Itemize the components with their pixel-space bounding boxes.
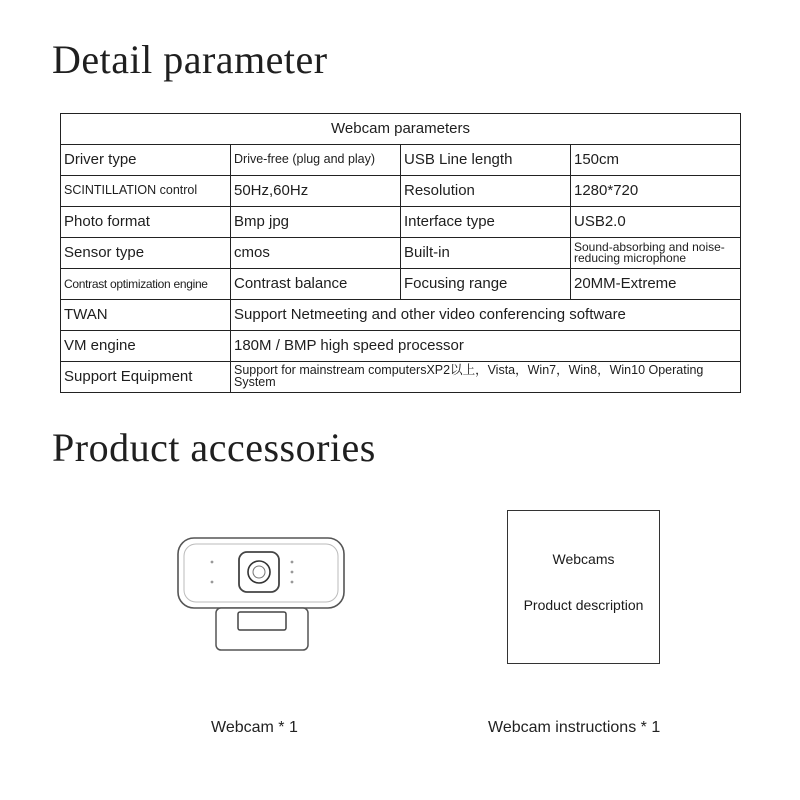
param-label: Contrast optimization engine bbox=[61, 269, 231, 300]
param-value: 1280*720 bbox=[571, 176, 741, 207]
mic-dot-icon bbox=[291, 581, 294, 584]
param-value: Support for mainstream computersXP2以上，Vista，Win7，Win8，Win10 Operating System bbox=[231, 362, 741, 393]
param-value: Support Netmeeting and other video conferencing software bbox=[231, 300, 741, 331]
table-row bbox=[61, 207, 741, 238]
param-label: TWAN bbox=[61, 300, 231, 331]
param-label: VM engine bbox=[61, 331, 231, 362]
param-label: Sensor type bbox=[61, 238, 231, 269]
table-header-row bbox=[61, 114, 741, 145]
param-value: 180M / BMP high speed processor bbox=[231, 331, 741, 362]
webcam-stand bbox=[216, 608, 308, 650]
param-label: Photo format bbox=[61, 207, 231, 238]
param-label: Interface type bbox=[401, 207, 571, 238]
param-value: 50Hz,60Hz bbox=[231, 176, 401, 207]
param-value: 150cm bbox=[571, 145, 741, 176]
webcam-caption: Webcam * 1 bbox=[211, 719, 298, 736]
param-label: Resolution bbox=[401, 176, 571, 207]
param-label: Focusing range bbox=[401, 269, 571, 300]
table-row bbox=[61, 269, 741, 300]
param-value: Sound-absorbing and noise-reducing microphone bbox=[571, 238, 741, 269]
manual-image bbox=[507, 510, 660, 664]
section-title-detail: Detail parameter bbox=[52, 37, 328, 82]
table-caption: Webcam parameters bbox=[61, 114, 741, 145]
param-value: Contrast balance bbox=[231, 269, 401, 300]
param-value: cmos bbox=[231, 238, 401, 269]
lens-icon bbox=[248, 561, 270, 583]
section-title-accessories: Product accessories bbox=[52, 425, 376, 470]
table-row bbox=[61, 238, 741, 269]
table-row bbox=[61, 362, 741, 393]
param-label: Driver type bbox=[61, 145, 231, 176]
param-label: USB Line length bbox=[401, 145, 571, 176]
table-row bbox=[61, 145, 741, 176]
table-row bbox=[61, 300, 741, 331]
params-table bbox=[60, 113, 741, 393]
param-label: Support Equipment bbox=[61, 362, 231, 393]
manual-subtitle: Product description bbox=[523, 597, 644, 613]
table-row bbox=[61, 176, 741, 207]
mic-dot-icon bbox=[291, 571, 294, 574]
table-row bbox=[61, 331, 741, 362]
manual-caption: Webcam instructions * 1 bbox=[488, 719, 661, 736]
mic-dot-icon bbox=[211, 561, 214, 564]
param-value: USB2.0 bbox=[571, 207, 741, 238]
param-value: Drive-free (plug and play) bbox=[231, 145, 401, 176]
manual-title: Webcams bbox=[552, 551, 615, 567]
param-label: SCINTILLATION control bbox=[61, 176, 231, 207]
param-value: Bmp jpg bbox=[231, 207, 401, 238]
webcam-image bbox=[176, 536, 346, 652]
param-label: Built-in bbox=[401, 238, 571, 269]
param-value: 20MM-Extreme bbox=[571, 269, 741, 300]
mic-dot-icon bbox=[291, 561, 294, 564]
mic-dot-icon bbox=[211, 581, 214, 584]
